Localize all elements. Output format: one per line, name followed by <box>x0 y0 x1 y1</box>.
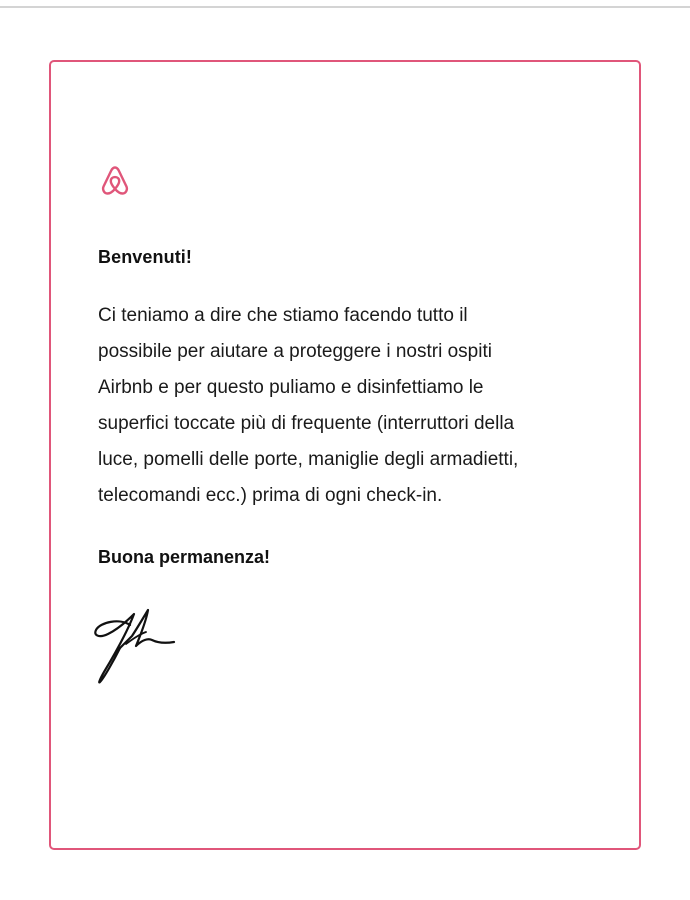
letter-heading: Benvenuti! <box>98 247 193 267</box>
body-line: possibile per aiutare a proteggere i nostri ospiti <box>98 341 492 362</box>
handwritten-signature-icon <box>90 600 182 690</box>
body-line: telecomandi ecc.) prima di ogni check-in. <box>98 485 443 506</box>
letter-body <box>98 298 598 514</box>
body-line: superfici toccate più di frequente (interruttori della <box>98 413 515 434</box>
body-line: Ci teniamo a dire che stiamo facendo tutto il <box>98 305 468 326</box>
airbnb-logo-icon <box>97 163 133 199</box>
letter-closing: Buona permanenza! <box>98 547 271 567</box>
top-divider <box>0 6 690 8</box>
body-line: Airbnb e per questo puliamo e disinfettiamo le <box>98 377 484 398</box>
body-line: luce, pomelli delle porte, maniglie degli armadietti, <box>98 449 519 470</box>
